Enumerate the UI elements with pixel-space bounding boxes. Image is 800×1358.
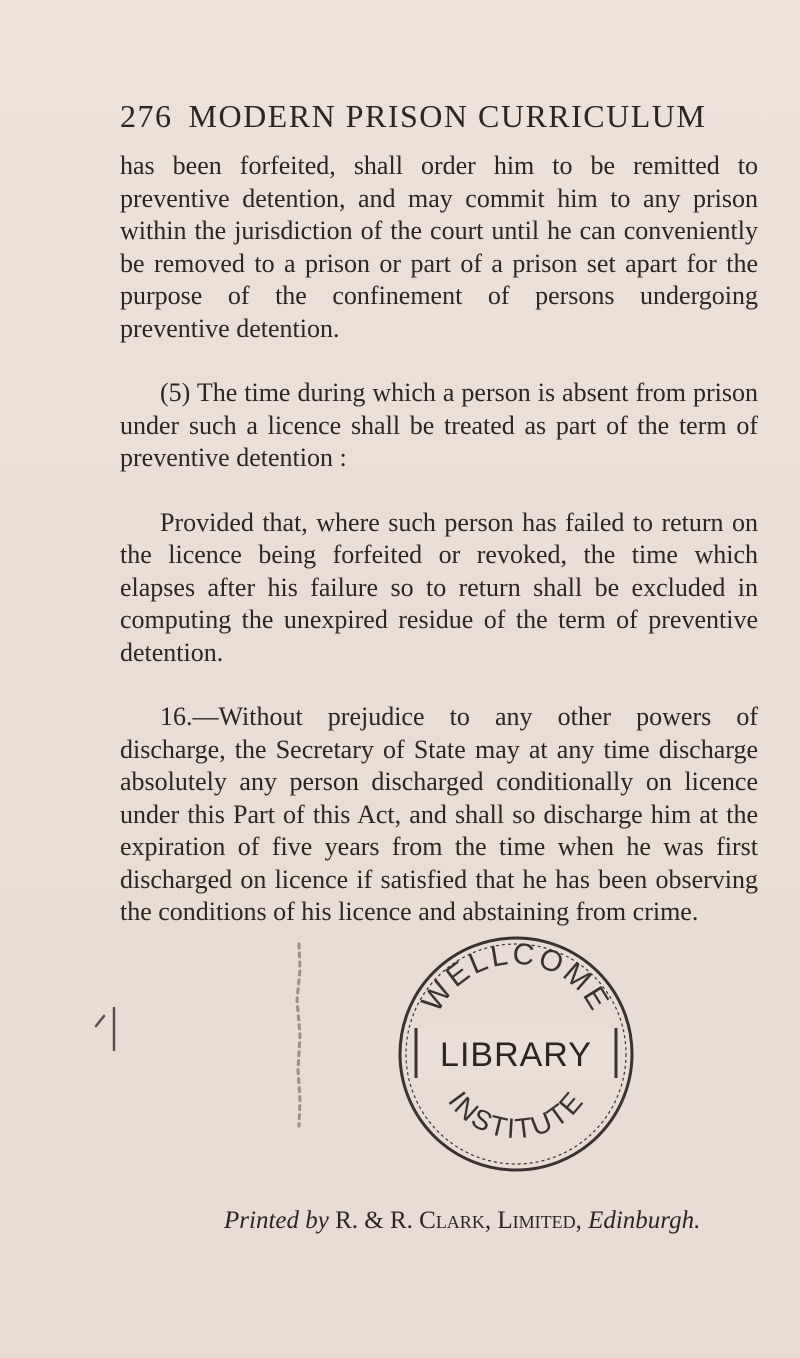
paragraph-2: (5) The time during which a person is absent from prison under such a licence shall be treated as part of the term of preventive detention :: [120, 378, 758, 472]
svg-text:INSTITUTE: [442, 1085, 589, 1145]
paragraph-1: has been forfeited, shall order him to be remitted to preventive detention, and may commit him to any prison within the jurisdiction of the court until he can conveniently be removed to a prison or part of a prison set apart for the purpose of the confinement of persons undergoing preventive detention.: [120, 151, 758, 343]
stamp-center-text: LIBRARY: [440, 1036, 592, 1074]
section-number: 16.: [160, 702, 193, 731]
body-text: [120, 150, 758, 929]
imprint-printed-by: Printed by: [224, 1207, 329, 1234]
printer-imprint: [224, 1205, 784, 1237]
paragraph-4: [120, 701, 758, 929]
offset-mark-icon: [290, 940, 308, 1130]
imprint-place: Edinburgh.: [588, 1207, 701, 1234]
library-stamp-icon: [386, 924, 646, 1184]
running-title: MODERN PRISON CURRICULUM: [188, 98, 707, 134]
stamp-bottom-text: INSTITUTE: [442, 1084, 590, 1145]
paragraph-3: Provided that, where such person has failed to return on the licence being forfeited or revoked, the time which elapses after his failure so to return shall be excluded in computing the unexpired residue of the term of preventive detention.: [120, 507, 758, 667]
running-head: [120, 96, 740, 136]
page-number: 276: [120, 98, 173, 134]
margin-pencil-mark-icon: [92, 1000, 132, 1060]
stamp-top-text: WELLCOME: [415, 937, 617, 1018]
imprint-printer: R. & R. Clark, Limited,: [335, 1207, 582, 1234]
svg-text:WELLCOME: [416, 937, 617, 1018]
paragraph-4-text: —Without prejudice to any other powers of discharge, the Secretary of State may at any time discharge absolutely any person discharged conditionally on licence under this Part of this Act, and shall so discharge him at the expiration of five years from the time when he was first discharged on licence if satisfied that he has been observing the conditions of his licence and abstaining from crime.: [120, 702, 758, 926]
